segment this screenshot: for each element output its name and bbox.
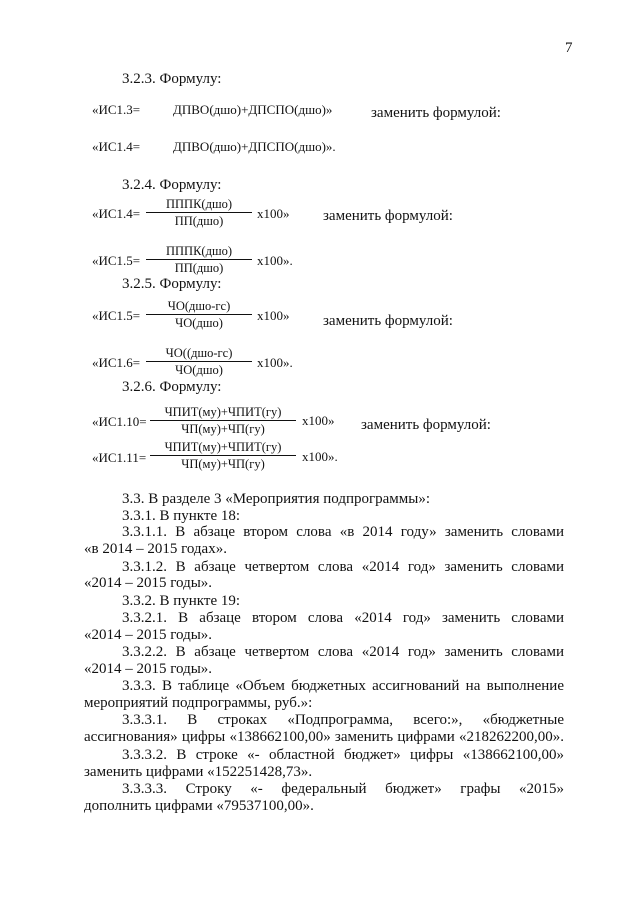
replace-text: заменить формулой: [371,105,501,121]
fraction-numerator: ЧПИТ(му)+ЧПИТ(гу) [164,440,282,454]
formula-label: «ИС1.5= [92,308,141,323]
formula-fraction [150,440,296,471]
fraction-denominator: ЧП(му)+ЧП(гу) [181,422,265,436]
formula-expression: ДПВО(дшо)+ДПСПО(дшо)» [173,102,333,117]
fraction-bar [146,361,252,362]
formula-label: «ИС1.11= [92,450,147,465]
paragraph-line: дополнить цифрами «79537100,00». [84,798,314,814]
formula-label: «ИС1.10= [92,414,147,429]
formula-fraction [146,346,252,377]
replace-text: заменить формулой: [323,208,453,224]
fraction-denominator: ПП(дшо) [174,214,224,228]
formula-label: «ИС1.6= [92,355,141,370]
formula-label: «ИС1.4= [92,139,141,154]
paragraph-3-3: 3.3. В разделе 3 «Мероприятия подпрограммы»: [122,491,431,507]
paragraph-3-3-2-1: 3.3.2.1. В абзаце втором слова «2014 год» заменить словами [122,610,564,626]
formula-label: «ИС1.3= [92,102,141,117]
formula-fraction [146,299,252,330]
heading-3-2-6: 3.2.6. Формулу: [122,379,222,395]
heading-3-2-3: 3.2.3. Формулу: [122,71,222,87]
heading-3-2-4: 3.2.4. Формулу: [122,177,222,193]
formula-fraction [150,405,296,436]
fraction-bar [146,314,252,315]
paragraph-3-3-2: 3.3.2. В пункте 19: [122,593,241,609]
paragraph-3-3-3-1: 3.3.3.1. В строках «Подпрограмма, всего:», «бюджетные [122,712,564,728]
formula-multiplier: x100». [302,449,338,464]
fraction-numerator: ПППК(дшо) [166,244,232,258]
formula-label: «ИС1.5= [92,253,141,268]
paragraph-3-3-3: 3.3.3. В таблице «Объем бюджетных ассигнований на выполнение [122,678,564,694]
fraction-denominator: ЧП(му)+ЧП(гу) [181,457,265,471]
formula-multiplier: x100». [257,355,293,370]
paragraph-line: «в 2014 – 2015 годах». [84,541,227,557]
fraction-bar [150,455,296,456]
paragraph-3-3-2-2: 3.3.2.2. В абзаце четвертом слова «2014 год» заменить словами [122,644,564,660]
fraction-bar [146,212,252,213]
paragraph-3-3-3-3: 3.3.3.3. Строку «- федеральный бюджет» графы «2015» [122,781,564,797]
fraction-numerator: ЧПИТ(му)+ЧПИТ(гу) [164,405,282,419]
paragraph-line: «2014 – 2015 годы». [84,575,213,591]
formula-fraction [146,197,252,228]
formula-label: «ИС1.4= [92,206,141,221]
fraction-bar [146,259,252,260]
paragraph-line: «2014 – 2015 годы». [84,627,213,643]
paragraph-line: ассигнования» цифры «138662100,00» заменить цифрами «218262200,00». [84,729,564,745]
fraction-denominator: ЧО(дшо) [175,363,223,377]
paragraph-3-3-3-2: 3.3.3.2. В строке «- областной бюджет» цифры «138662100,00» [122,747,564,763]
formula-multiplier: x100» [302,413,335,428]
fraction-bar [150,420,296,421]
fraction-numerator: ЧО((дшо-гс) [165,346,233,360]
formula-expression: ДПВО(дшо)+ДПСПО(дшо)». [173,139,336,154]
formula-multiplier: x100» [257,206,290,221]
formula-multiplier: x100» [257,308,290,323]
page-number: 7 [565,40,573,56]
replace-text: заменить формулой: [361,417,491,433]
fraction-denominator: ПП(дшо) [174,261,224,275]
replace-text: заменить формулой: [323,313,453,329]
paragraph-3-3-1-1: 3.3.1.1. В абзаце втором слова «в 2014 году» заменить словами [122,524,564,540]
formula-fraction [146,244,252,275]
heading-3-2-5: 3.2.5. Формулу: [122,276,222,292]
paragraph-line: мероприятий подпрограммы, руб.»: [84,695,313,711]
paragraph-line: заменить цифрами «152251428,73». [84,764,313,780]
fraction-numerator: ЧО(дшо-гс) [167,299,231,313]
paragraph-3-3-1: 3.3.1. В пункте 18: [122,508,241,524]
fraction-numerator: ПППК(дшо) [166,197,232,211]
fraction-denominator: ЧО(дшо) [175,316,223,330]
paragraph-3-3-1-2: 3.3.1.2. В абзаце четвертом слова «2014 год» заменить словами [122,559,564,575]
paragraph-line: «2014 – 2015 годы». [84,661,213,677]
formula-multiplier: x100». [257,253,293,268]
